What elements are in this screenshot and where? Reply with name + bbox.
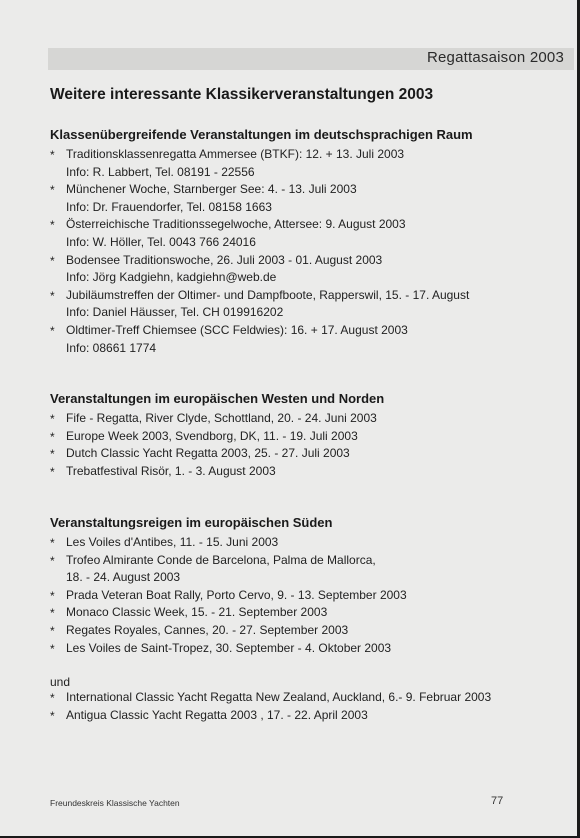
event-text: Österreichische Traditionssegelwoche, Attersee: 9. August 2003 <box>66 217 406 232</box>
event-item <box>50 587 570 605</box>
event-text: Traditionsklassenregatta Ammersee (BTKF): 12. + 13. Juli 2003 <box>66 147 405 161</box>
event-item <box>50 534 570 552</box>
event-item <box>50 181 570 216</box>
bullet-asterisk: * <box>50 288 55 303</box>
event-text: Prada Veteran Boat Rally, Porto Cervo, 9. - 13. September 2003 <box>66 587 407 602</box>
bullet-asterisk: * <box>50 536 55 550</box>
event-list <box>50 410 570 480</box>
event-text: Europe Week 2003, Svendborg, DK, 11. - 19. Juli 2003 <box>66 428 358 443</box>
bullet-asterisk: * <box>50 641 55 656</box>
event-info: Info: R. Labbert, Tel. 08191 - 22556 <box>66 164 255 179</box>
bullet-asterisk: * <box>50 691 55 705</box>
running-header-title: Regattasaison 2003 <box>426 49 564 66</box>
page-title: Weitere interessante Klassikerveranstaltungen 2003 <box>50 86 434 103</box>
section-overseas <box>50 689 570 724</box>
section-heading: Klassenübergreifende Veranstaltungen im deutschsprachigen Raum <box>50 127 473 142</box>
event-text: Münchener Woche, Starnberger See: 4. - 13. Juli 2003 <box>66 182 357 197</box>
section-german-region <box>50 126 570 357</box>
bullet-asterisk: * <box>50 412 55 426</box>
event-item <box>50 445 570 463</box>
event-item <box>50 689 570 707</box>
bullet-asterisk: * <box>50 447 55 462</box>
event-text: Regates Royales, Cannes, 20. - 27. September 2003 <box>66 622 349 637</box>
event-text: Fife - Regatta, River Clyde, Schottland, 20. - 24. Juni 2003 <box>66 411 377 425</box>
event-item <box>50 146 570 181</box>
event-item <box>50 552 570 587</box>
section-heading: Veranstaltungsreigen im europäischen Süden <box>50 515 333 530</box>
event-info: Info: W. Höller, Tel. 0043 766 24016 <box>66 234 256 249</box>
event-text: Trofeo Almirante Conde de Barcelona, Palma de Mallorca, <box>66 552 376 567</box>
event-info: Info: Jörg Kadgiehn, kadgiehn@web.de <box>66 270 277 285</box>
section-europe-south <box>50 514 570 657</box>
bullet-asterisk: * <box>50 588 55 603</box>
event-text: Bodensee Traditionswoche, 26. Juli 2003 - 01. August 2003 <box>66 252 383 267</box>
event-text: Trebatfestival Risör, 1. - 3. August 2003 <box>66 463 276 478</box>
bullet-asterisk: * <box>50 464 55 479</box>
event-text: International Classic Yacht Regatta New Zealand, Auckland, 6.- 9. Februar 2003 <box>66 690 492 704</box>
event-text: Les Voiles de Saint-Tropez, 30. September - 4. Oktober 2003 <box>66 640 392 655</box>
bullet-asterisk: * <box>50 183 55 198</box>
bullet-asterisk: * <box>50 429 55 444</box>
footer-publisher: Freundeskreis Klassische Yachten <box>50 798 180 808</box>
event-item <box>50 604 570 622</box>
event-list <box>50 146 570 357</box>
running-header <box>48 48 574 70</box>
event-text: Oldtimer-Treff Chiemsee (SCC Feldwies): 16. + 17. August 2003 <box>66 322 408 337</box>
bullet-asterisk: * <box>50 623 55 638</box>
event-item <box>50 252 570 287</box>
bullet-asterisk: * <box>50 218 55 233</box>
event-item <box>50 428 570 446</box>
event-item <box>50 640 570 658</box>
event-text: Jubiläumstreffen der Oltimer- und Dampfboote, Rapperswil, 15. - 17. August <box>66 287 470 302</box>
connector-text: und <box>50 675 71 689</box>
event-text: Dutch Classic Yacht Regatta 2003, 25. - 27. Juli 2003 <box>66 446 350 461</box>
event-info: Info: Daniel Häusser, Tel. CH 019916202 <box>66 305 284 320</box>
bullet-asterisk: * <box>50 606 55 621</box>
event-item <box>50 622 570 640</box>
event-item <box>50 463 570 481</box>
event-list <box>50 689 570 724</box>
section-heading: Veranstaltungen im europäischen Westen und Norden <box>50 391 385 406</box>
bullet-asterisk: * <box>50 148 55 162</box>
event-text: Monaco Classic Week, 15. - 21. September 2003 <box>66 605 328 620</box>
event-item <box>50 322 570 357</box>
bullet-asterisk: * <box>50 253 55 268</box>
page-number: 77 <box>491 795 504 807</box>
event-item <box>50 216 570 251</box>
event-info: 18. - 24. August 2003 <box>66 570 181 585</box>
event-info: Info: 08661 1774 <box>66 340 157 355</box>
event-list <box>50 534 570 657</box>
event-text: Antigua Classic Yacht Regatta 2003 , 17. - 22. April 2003 <box>66 707 368 722</box>
event-text: Les Voiles d'Antibes, 11. - 15. Juni 2003 <box>66 535 279 549</box>
bullet-asterisk: * <box>50 323 55 338</box>
event-item <box>50 707 570 725</box>
event-item <box>50 287 570 322</box>
section-europe-west-north <box>50 390 570 480</box>
event-item <box>50 410 570 428</box>
event-info: Info: Dr. Frauendorfer, Tel. 08158 1663 <box>66 199 272 214</box>
bullet-asterisk: * <box>50 708 55 723</box>
bullet-asterisk: * <box>50 553 55 568</box>
